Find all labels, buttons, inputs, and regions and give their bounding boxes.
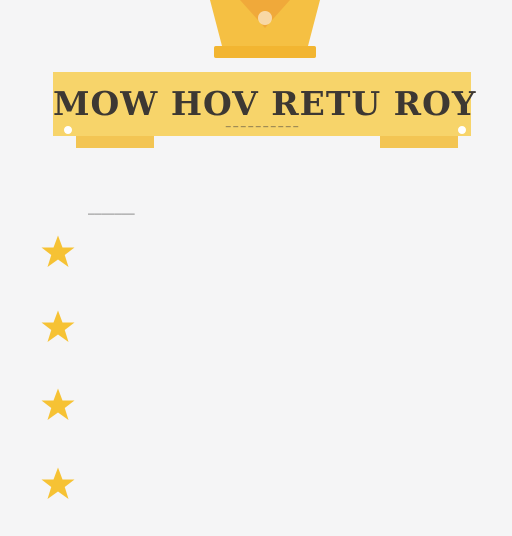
list-item: [0, 309, 512, 379]
title-banner: [53, 72, 477, 136]
banner-pin-left: [64, 126, 72, 134]
banner-subtitle: ‒ ‒ ‒ ‒ ‒ ‒ ‒ ‒ ‒ ‒: [225, 121, 299, 131]
list-item-text: [88, 309, 473, 367]
banner-pin-right: [458, 126, 466, 134]
crown-icon: [200, 0, 330, 64]
banner-fold-left: [76, 134, 154, 148]
list-item-text: [88, 466, 473, 524]
star-icon: [39, 466, 77, 502]
banner-title: MOW HOV RETU ROY: [53, 84, 477, 123]
list-item: [0, 387, 512, 457]
list-item: [0, 234, 512, 304]
star-icon: [39, 234, 77, 270]
list-item: [0, 466, 512, 536]
banner-fold-right: [380, 134, 458, 148]
list-item-text: [88, 234, 473, 292]
star-icon: [39, 387, 77, 423]
star-icon: [39, 309, 77, 345]
document-heading: ‒‒‒‒‒‒‒: [88, 206, 135, 220]
list-item-text: [88, 387, 473, 445]
